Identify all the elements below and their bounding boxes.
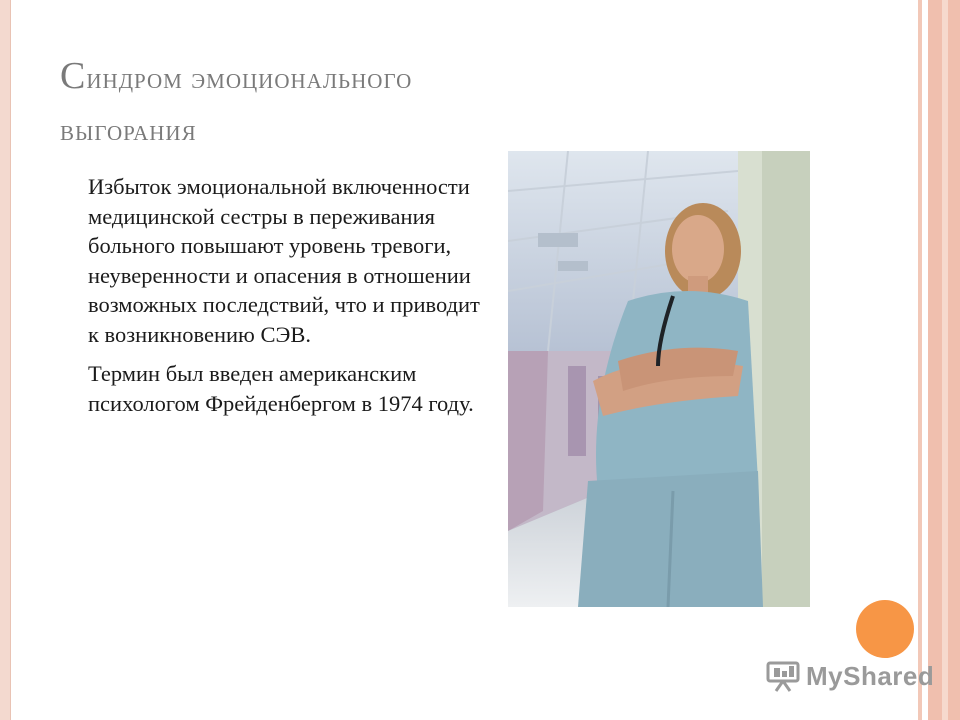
slide-body xyxy=(88,172,488,428)
slide-title xyxy=(60,50,700,157)
nurse-photo xyxy=(508,151,810,607)
myshared-watermark xyxy=(766,656,934,696)
slide-title-line-2: выгорания xyxy=(60,114,197,147)
decorative-orange-circle xyxy=(856,600,914,658)
paragraph-term-origin: Термин был введен американским психологом Фрейденбергом в 1974 году. xyxy=(88,361,474,416)
nurse-illustration xyxy=(508,151,810,607)
slide-title-line-1: Синдром эмоционального xyxy=(60,55,413,97)
left-decorative-border xyxy=(0,0,11,720)
watermark-text: MyShared xyxy=(806,660,935,691)
paragraph-description: Избыток эмоциональной включенности медицинской сестры в переживания больного повышают уровень тревоги, неуверенности и опасения в отношении возможных последствий, что и приводит к возникновению СЭВ. xyxy=(88,174,480,347)
right-decorative-stripes xyxy=(912,0,960,720)
presentation-board-icon xyxy=(766,660,800,692)
